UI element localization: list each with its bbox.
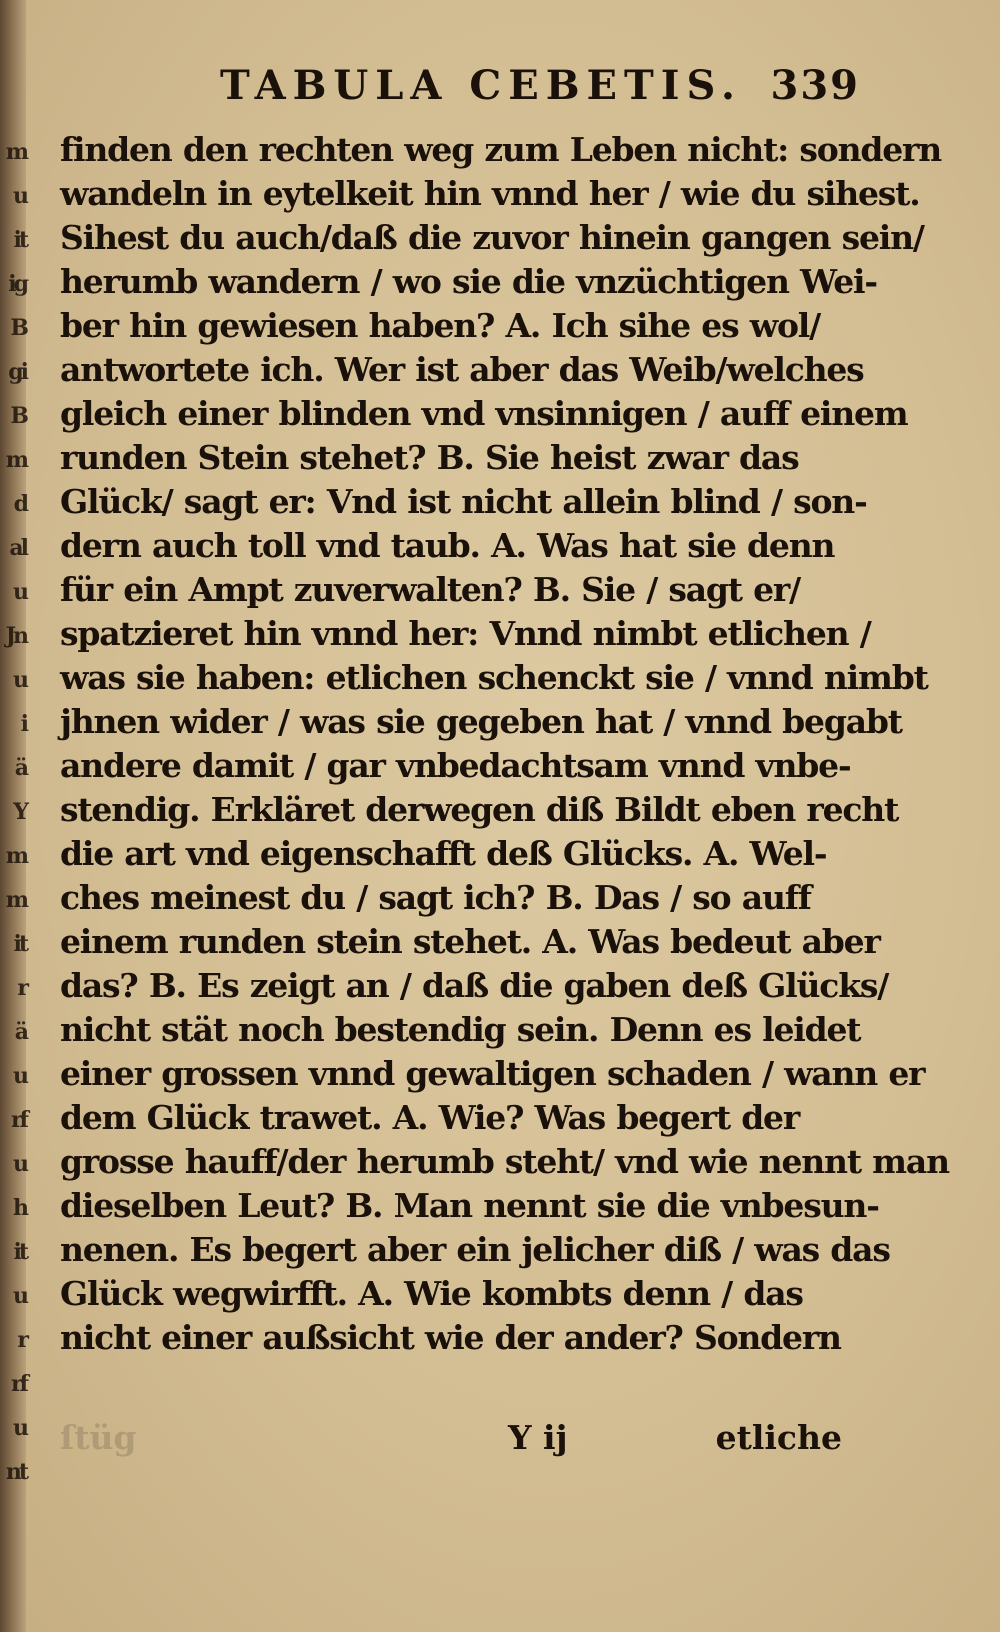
text-line: gleich einer blinden vnd vnsinnigen / auff einem xyxy=(60,394,908,433)
text-line: nicht einer außsicht wie der ander? Sondern xyxy=(60,1318,841,1357)
text-line: jhnen wider / was sie gegeben hat / vnnd begabt xyxy=(60,702,902,741)
previous-page-edge xyxy=(0,130,26,1485)
edge-fragment: u xyxy=(13,183,26,209)
edge-fragment: Jn xyxy=(5,623,26,649)
edge-fragment: m xyxy=(5,843,26,869)
edge-fragment: ig xyxy=(8,271,26,297)
running-head xyxy=(220,62,860,118)
edge-fragment: d xyxy=(13,491,26,517)
edge-fragment: i xyxy=(20,711,26,737)
edge-fragment: it xyxy=(13,931,26,957)
edge-fragment: ä xyxy=(14,755,26,781)
edge-fragment: u xyxy=(13,1151,26,1177)
text-line: die art vnd eigenschafft deß Glücks. A. Wel- xyxy=(60,834,827,873)
text-line: andere damit / gar vnbedachtsam vnnd vnbe- xyxy=(60,746,851,785)
edge-fragment: u xyxy=(13,1283,26,1309)
edge-fragment: B xyxy=(10,403,26,429)
body-text xyxy=(60,128,949,1360)
edge-fragment: B xyxy=(10,315,26,341)
edge-fragment: u xyxy=(13,579,26,605)
text-line: herumb wandern / wo sie die vnzüchtigen Wei- xyxy=(60,262,877,301)
edge-fragment: nt xyxy=(5,1459,26,1485)
edge-fragment: u xyxy=(13,1415,26,1441)
text-line: finden den rechten weg zum Leben nicht: sondern xyxy=(60,130,942,169)
text-line: dern auch toll vnd taub. A. Was hat sie denn xyxy=(60,526,835,565)
page-footer xyxy=(60,1418,842,1468)
text-line: einer grossen vnnd gewaltigen schaden / wann er xyxy=(60,1054,925,1093)
text-line: für ein Ampt zuverwalten? B. Sie / sagt er/ xyxy=(60,570,800,609)
signature-mark: Y ij xyxy=(508,1418,568,1457)
text-line: ber hin gewiesen haben? A. Ich sihe es wol/ xyxy=(60,306,820,345)
text-line: ches meinest du / sagt ich? B. Das / so auff xyxy=(60,878,811,917)
edge-fragment: rf xyxy=(10,1107,26,1133)
edge-fragment: it xyxy=(13,227,26,253)
edge-fragment: r xyxy=(17,1327,26,1353)
running-title: TABULA CEBETIS. xyxy=(220,62,742,109)
page-number: 339 xyxy=(770,62,860,109)
text-line: wandeln in eytelkeit hin vnnd her / wie du sihest. xyxy=(60,174,920,213)
text-line: das? B. Es zeigt an / daß die gaben deß Glücks/ xyxy=(60,966,889,1005)
edge-fragment: gi xyxy=(8,359,26,385)
edge-fragment: m xyxy=(5,887,26,913)
text-line: grosse hauff/der herumb steht/ vnd wie nennt man xyxy=(60,1142,949,1181)
edge-fragment: r xyxy=(17,975,26,1001)
text-line: Sihest du auch/daß die zuvor hinein gangen sein/ xyxy=(60,218,924,257)
text-line: was sie haben: etlichen schenckt sie / vnnd nimbt xyxy=(60,658,928,697)
edge-fragment: it xyxy=(13,1239,26,1265)
edge-fragment: Y xyxy=(13,799,26,825)
text-line: dem Glück trawet. A. Wie? Was begert der xyxy=(60,1098,800,1137)
edge-fragment: ä xyxy=(14,1019,26,1045)
edge-fragment: u xyxy=(13,1063,26,1089)
show-through-text: ſtüg xyxy=(60,1418,137,1457)
text-line: einem runden stein stehet. A. Was bedeut aber xyxy=(60,922,880,961)
text-line: Glück/ sagt er: Vnd ist nicht allein blind / son- xyxy=(60,482,867,521)
edge-fragment: m xyxy=(5,447,26,473)
text-line: spatzieret hin vnnd her: Vnnd nimbt etlichen / xyxy=(60,614,871,653)
edge-fragment: al xyxy=(9,535,26,561)
text-line: nicht stät noch bestendig sein. Denn es leidet xyxy=(60,1010,861,1049)
catchword: etliche xyxy=(715,1418,842,1457)
text-line: nenen. Es begert aber ein jelicher diß / was das xyxy=(60,1230,890,1269)
text-line: runden Stein stehet? B. Sie heist zwar das xyxy=(60,438,799,477)
text-line: Glück wegwirfft. A. Wie kombts denn / das xyxy=(60,1274,803,1313)
edge-fragment: h xyxy=(13,1195,26,1221)
edge-fragment: m xyxy=(5,139,26,165)
text-line: dieselben Leut? B. Man nennt sie die vnbesun- xyxy=(60,1186,879,1225)
edge-fragment: u xyxy=(13,667,26,693)
text-line: stendig. Erkläret derwegen diß Bildt eben recht xyxy=(60,790,899,829)
edge-fragment: rf xyxy=(10,1371,26,1397)
text-line: antwortete ich. Wer ist aber das Weib/welches xyxy=(60,350,864,389)
